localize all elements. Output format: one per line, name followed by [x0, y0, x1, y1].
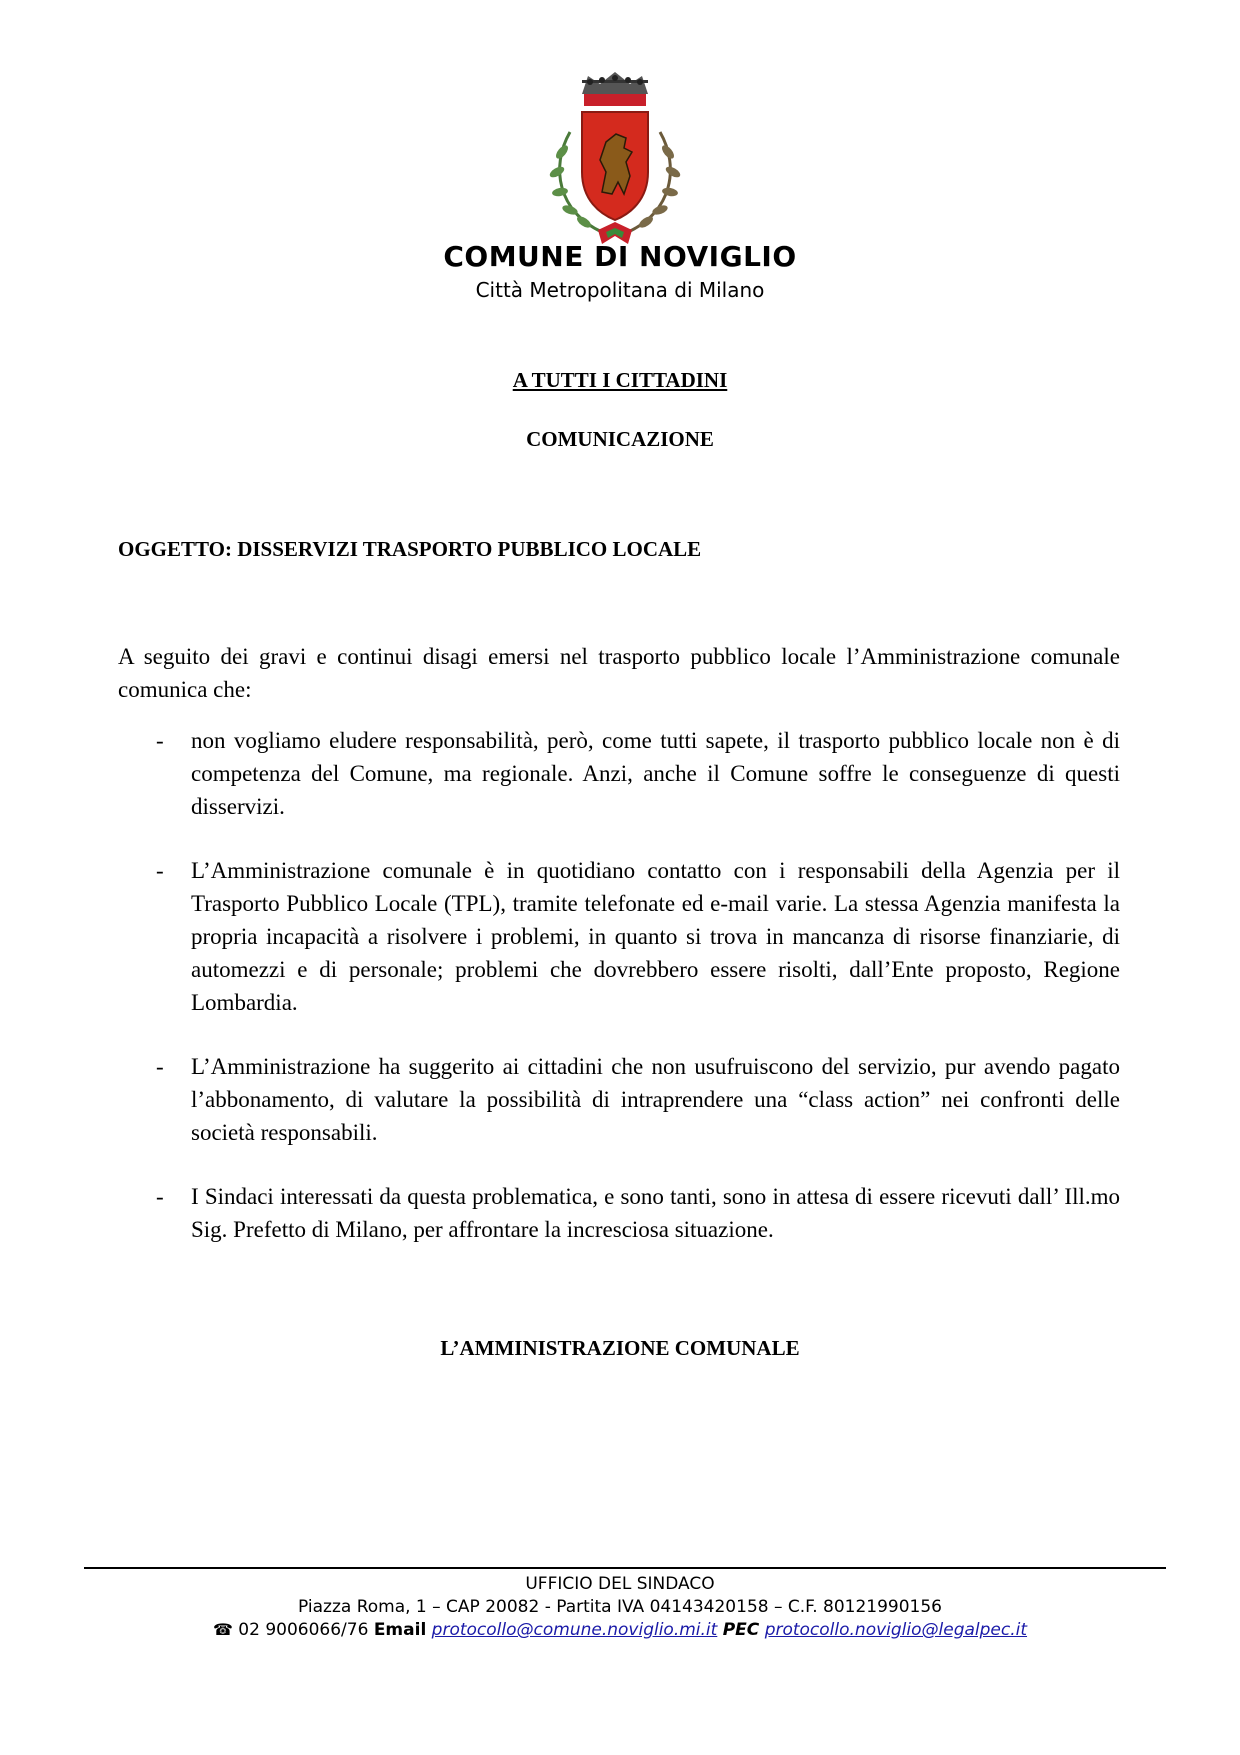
- list-item: [118, 1180, 1120, 1246]
- bullet-marker: -: [156, 858, 164, 883]
- list-item-text: L’Amministrazione ha suggerito ai cittadini che non usufruiscono del servizio, pur avendo pagato l’abbonamento, di valutare la possibilità di intraprendere una “class action” nei confronti delle società responsabili.: [191, 1054, 1120, 1145]
- list-item-text: I Sindaci interessati da questa problematica, e sono tanti, sono in attesa di essere ricevuti dall’ Ill.mo Sig. Prefetto di Milano, per affrontare la incresciosa situazione.: [191, 1184, 1120, 1242]
- coat-of-arms-icon: [540, 72, 690, 252]
- footer-phone: 02 9006066/76: [238, 1620, 369, 1640]
- bullet-marker: -: [156, 1054, 164, 1079]
- footer-office: UFFICIO DEL SINDACO: [525, 1574, 715, 1594]
- bullet-marker: -: [156, 1184, 164, 1209]
- list-item-text: non vogliamo eludere responsabilità, però, come tutti sapete, il trasporto pubblico locale non è di competenza del Comune, ma regionale. Anzi, anche il Comune soffre le conseguenze di questi disservizi.: [191, 728, 1120, 819]
- pec-label: PEC: [722, 1620, 760, 1640]
- footer-address: Piazza Roma, 1 – CAP 20082 - Partita IVA 04143420158 – C.F. 80121990156: [298, 1597, 942, 1617]
- municipality-subtitle: Città Metropolitana di Milano: [475, 278, 765, 302]
- subject-line: OGGETTO: DISSERVIZI TRASPORTO PUBBLICO LOCALE: [118, 537, 702, 561]
- bullet-list: [118, 724, 1120, 1246]
- recipient-heading: [0, 368, 1240, 393]
- intro-paragraph: A seguito dei gravi e continui disagi emersi nel trasporto pubblico locale l’Amministrazione comunale comunica che:: [118, 644, 1120, 702]
- email-label: Email: [373, 1620, 427, 1640]
- list-item: [118, 724, 1120, 823]
- footer-divider: [84, 1567, 1166, 1569]
- bullet-marker: -: [156, 728, 164, 753]
- list-item: [118, 854, 1120, 1019]
- list-item-text: L’Amministrazione comunale è in quotidiano contatto con i responsabili della Agenzia per il Trasporto Pubblico Locale (TPL), tramite telefonate ed e-mail varie. La stessa Agenzia manifesta la propria incapacità a risolvere i problemi, in quanto si trova in mancanza di risorse finanziarie, di automezzi e di personale; problemi che dovrebbero essere risolti, dall’Ente proposto, Regione Lombardia.: [191, 858, 1120, 1015]
- pec-link[interactable]: protocollo.noviglio@legalpec.it: [764, 1620, 1028, 1640]
- list-item: [118, 1050, 1120, 1149]
- footer-contacts: [0, 1620, 1240, 1640]
- signature: L’AMMINISTRAZIONE COMUNALE: [440, 1336, 800, 1360]
- municipality-title: COMUNE DI NOVIGLIO: [443, 240, 797, 273]
- email-link[interactable]: protocollo@comune.noviglio.mi.it: [431, 1620, 718, 1640]
- recipient-text: A TUTTI I CITTADINI: [512, 368, 728, 392]
- telephone-icon: ☎: [212, 1620, 233, 1639]
- document-type-heading: COMUNICAZIONE: [526, 427, 714, 451]
